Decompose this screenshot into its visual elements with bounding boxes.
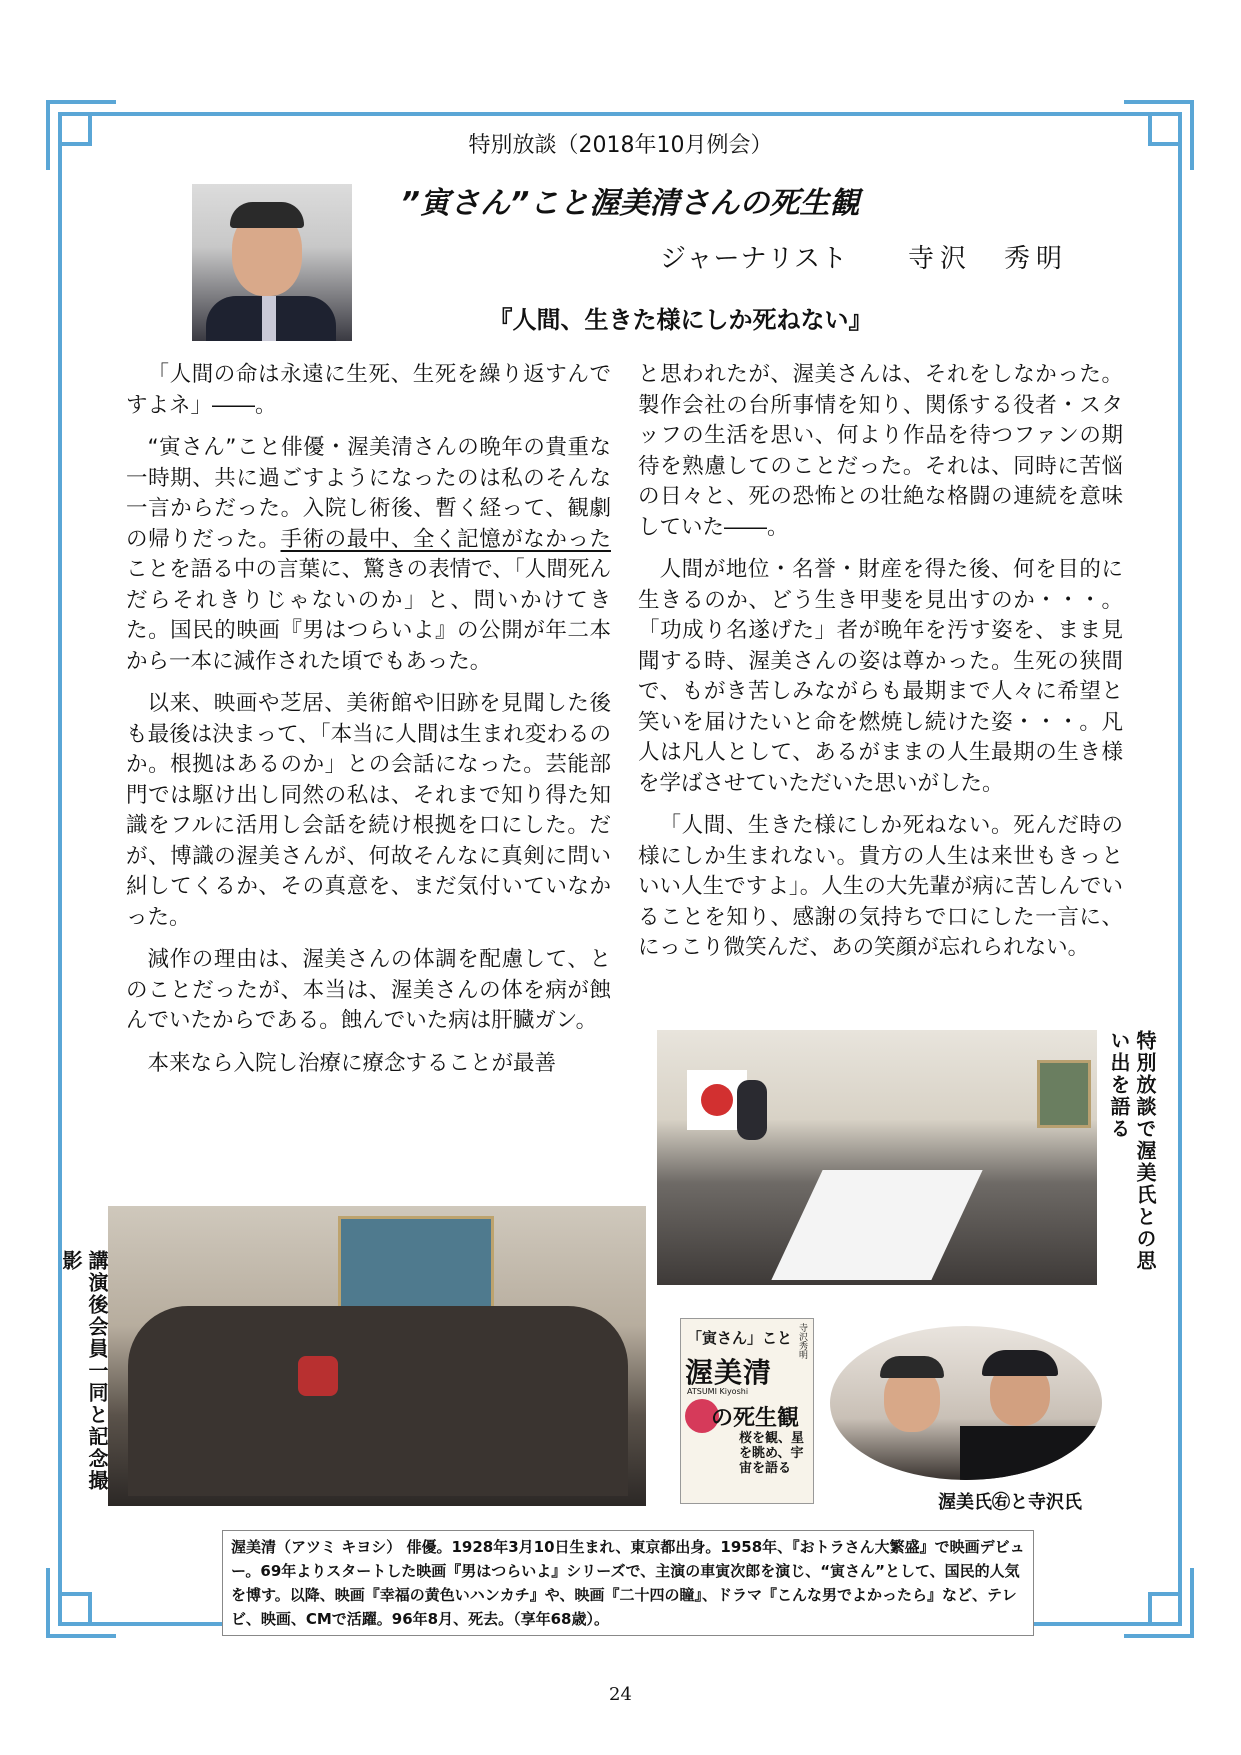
paragraph: 本来なら入院し治療に療念することが最善 <box>147 1050 557 1076</box>
paragraph: 人間が地位・名誉・財産を得た後、何を目的に生きるのか、どう生き甲斐を見出すのか・・・。「功成り名遂げた」者が晩年を汚す姿を、まま見聞する時、渥美さんの姿は尊かった。生死の狭間で、もがき苦しみながらも最期まで人々に希望と笑いを届けたいと命を燃焼し続けた姿・・・。凡人は凡人として、あるがままの人生最期の生き様を学ばさせていただいた思いがした。 <box>638 557 1123 796</box>
paragraph: 「人間、生きた様にしか死ねない。死んだ時の様にしか生まれない。貴方の人生は来世もきっといい人生ですよ」。人生の大先輩が病に苦しんでいることを知り、感謝の気持ちで口にした一言に、にっこり微笑んだ、あの笑顔が忘れられない。 <box>638 813 1123 960</box>
book-romaji: ATSUMI Kiyoshi <box>687 1387 749 1396</box>
byline-role: ジャーナリスト <box>660 244 848 274</box>
bio-box: 渥美清（アツミ キヨシ） 俳優。1928年3月10日生まれ、東京都出身。1958年、『おトラさん大繁盛』で映画デビュー。69年よりスタートした映画『男はつらいよ』シリーズで、主演の車寅次郎を演じ、“寅さん”として、国民的人気を博す。以降、映画『幸福の黄色いハンカチ』や、映画『二十四の瞳』、ドラマ『こんな男でよかったら』など、テレビ、映画、CMで活躍。96年8月、死去。（享年68歳）。 <box>222 1530 1034 1636</box>
underlined-phrase: 手術の最中、全く記憶がなかった <box>280 526 611 552</box>
paragraph: 「人間の命は永遠に生死、生死を繰り返すんですよネ」――。 <box>126 362 611 418</box>
book-tagline: 桜を観、星を眺め、宇宙を語る <box>739 1431 805 1476</box>
article-kicker: 特別放談（2018年10月例会） <box>468 133 773 158</box>
meeting-photo <box>657 1030 1097 1285</box>
paragraph: 減作の理由は、渥美さんの体調を配慮して、とのことだったが、本当は、渥美さんの体を病が蝕んでいたからである。蝕んでいた病は肝臓ガン。 <box>126 947 611 1033</box>
byline-name: 寺沢 秀明 <box>907 244 1068 274</box>
article-subhead: 『人間、生きた様にしか死ねない』 <box>488 306 873 334</box>
corner-ornament-bottom-left <box>46 1568 116 1638</box>
paragraph-text: ことを語る中の言葉に、驚きの表情で、「人間死んだらそれきりじゃないのか」と、問いかけてきた。国民的映画『男はつらいよ』の公開が年二本から一本に減作された頃でもあった。 <box>126 557 611 674</box>
paragraph-text: “寅さん”こと俳優・渥美清さんの晩年の貴重な一時期、共に過ごすようになったのは私のそんな一言からだった。入院し術後、暫く経って、観劇の帰りだった。 <box>126 435 611 552</box>
byline <box>660 238 1068 275</box>
paragraph: 以来、映画や芝居、美術館や旧跡を見聞した後も最後は決まって、「本当に人間は生まれ変わるのか。根拠はあるのか」との会話になった。芸能部門では駆け出し同然の私は、それまで知り得た知識をフルに活用し会話を続け根拠を口にした。だが、博識の渥美さんが、何故そんなに真剣に問い糾してくるか、その真意を、まだ気付いていなかった。 <box>126 691 611 930</box>
group-photo-caption: 講演後会員一同と記念撮影 <box>59 1250 109 1492</box>
corner-ornament-bottom-right <box>1124 1568 1194 1638</box>
book-title-sub: の死生観 <box>711 1406 800 1431</box>
page-number: 24 <box>609 1684 632 1705</box>
paragraph: と思われたが、渥美さんは、それをしなかった。製作会社の台所事情を知り、関係する役者・スタッフの生活を思い、何より作品を待つファンの期待を熟慮してのことだった。それは、同時に苦悩の日々と、死の恐怖との壮絶な格闘の連続を意味していた――。 <box>638 362 1123 540</box>
speaker-portrait-photo <box>192 184 352 341</box>
meeting-photo-caption: 特別放談で渥美氏との思い出を語る <box>1107 1030 1157 1272</box>
book-title-main: 渥美清 <box>685 1356 773 1389</box>
group-photo <box>108 1206 646 1506</box>
duo-photo <box>830 1326 1102 1480</box>
paragraph <box>126 433 611 677</box>
article-left-column <box>126 360 611 1091</box>
article-headline: ”寅さん”こと渥美清さんの死生観 <box>400 186 860 221</box>
article-right-column <box>638 360 1123 976</box>
book-author: 寺沢秀明 <box>797 1323 807 1359</box>
book-cover <box>680 1318 814 1504</box>
book-title-top: 「寅さん」こと <box>687 1329 793 1347</box>
duo-photo-caption: 渥美氏㊨と寺沢氏 <box>938 1492 1082 1513</box>
